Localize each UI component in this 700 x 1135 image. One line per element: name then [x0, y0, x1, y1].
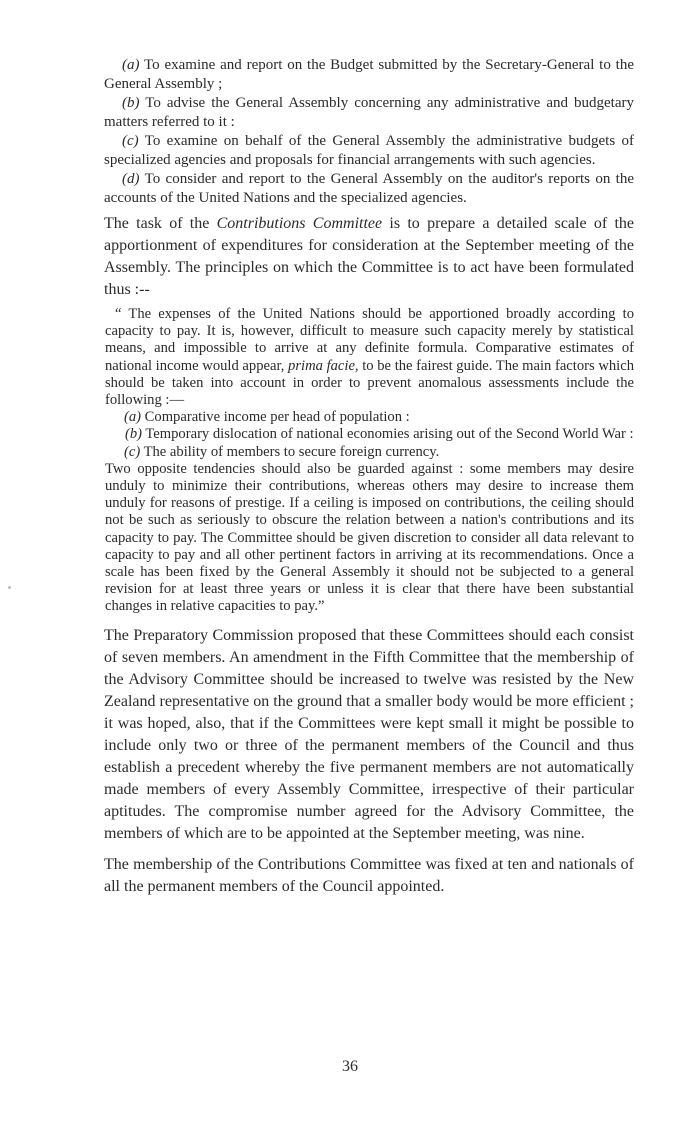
- prima-facie-term: prima facie,: [288, 357, 359, 374]
- committee-functions-list: [104, 56, 634, 207]
- list-item: (b) To advise the General Assembly concerning any administrative and budgetary matters referred to it :: [104, 95, 634, 130]
- quote-intro: “ The expenses of the United Nations should be apportioned broadly according to capacity to pay. It is, however, difficult to measure such capacity merely by statistical means, and impossible to arrive at any definite formula. Comparative estimates of national income would appear, prima facie, to be the fairest guide. The main factors which should be taken into account in order to prevent anomalous assessments include the following :—: [105, 306, 634, 409]
- page-number: 36: [342, 1058, 358, 1075]
- paragraph-membership: The membership of the Contributions Committee was fixed at ten and nationals of all the permanent members of the Council appointed.: [104, 855, 634, 895]
- list-item: (a) To examine and report on the Budget submitted by the Secretary-General to the General Assembly ;: [104, 57, 634, 92]
- list-marker: (c): [122, 133, 139, 149]
- quote-closing: Two opposite tendencies should also be guarded against : some members may desire unduly to minimize their contributions, whereas others may desire to increase them unduly for reasons of prestige. If a ceiling is imposed on contributions, the ceiling should not be such as seriously to obscure the relation between a nation's contributions and its capacity to pay. The Committee should be given discretion to consider all data relevant to capacity to pay and all other pertinent factors in arriving at its recommendations. Once a scale has been fixed by the General Assembly it should not be subjected to a general revision for at least three years or unless it is clear that there have been substantial changes in relative capacities to pay.”: [105, 460, 634, 615]
- paragraph-contributions: The task of the Contributions Committee is to prepare a detailed scale of the apportionment of expenditures for consideration at the September meeting of the Assembly. The principles on which the Committee is to act have been formulated thus :--: [104, 215, 635, 298]
- contributions-committee-term: Contributions Committee: [216, 215, 383, 232]
- quote-factor: (c) The ability of members to secure foreign currency.: [124, 443, 440, 460]
- quote-factor: (b) Temporary dislocation of national economies arising out of the Second World War :: [125, 426, 634, 443]
- list-marker: (a): [122, 57, 140, 73]
- list-marker: (b): [122, 95, 140, 111]
- list-item: (d) To consider and report to the General Assembly on the auditor's reports on the accounts of the United Nations and the specialized agencies.: [104, 171, 634, 206]
- list-item: (c) To examine on behalf of the General Assembly the administrative budgets of specialized agencies and proposals for financial arrangements with such agencies.: [104, 133, 634, 168]
- paragraph-preparatory: The Preparatory Commission proposed that these Committees should each consist of seven members. An amendment in the Fifth Committee that the membership of the Advisory Committee should be increased to twelve was resisted by the New Zealand representative on the ground that a smaller body would be more efficient ; it was hoped, also, that if the Committees were kept small it might be possible to include only two or three of the permanent members of the Council and thus establish a precedent whereby the five permanent members are not automatically made members of every Assembly Committee, irrespective of their particular aptitudes. The compromise number agreed for the Advisory Committee, the members of which are to be appointed at the September meeting, was nine.: [104, 626, 634, 842]
- quote-factor: (a) Comparative income per head of population :: [124, 409, 410, 426]
- list-marker: (d): [122, 171, 140, 187]
- block-quote: [104, 306, 634, 616]
- document-page: [104, 56, 634, 898]
- scan-speck: [8, 586, 11, 589]
